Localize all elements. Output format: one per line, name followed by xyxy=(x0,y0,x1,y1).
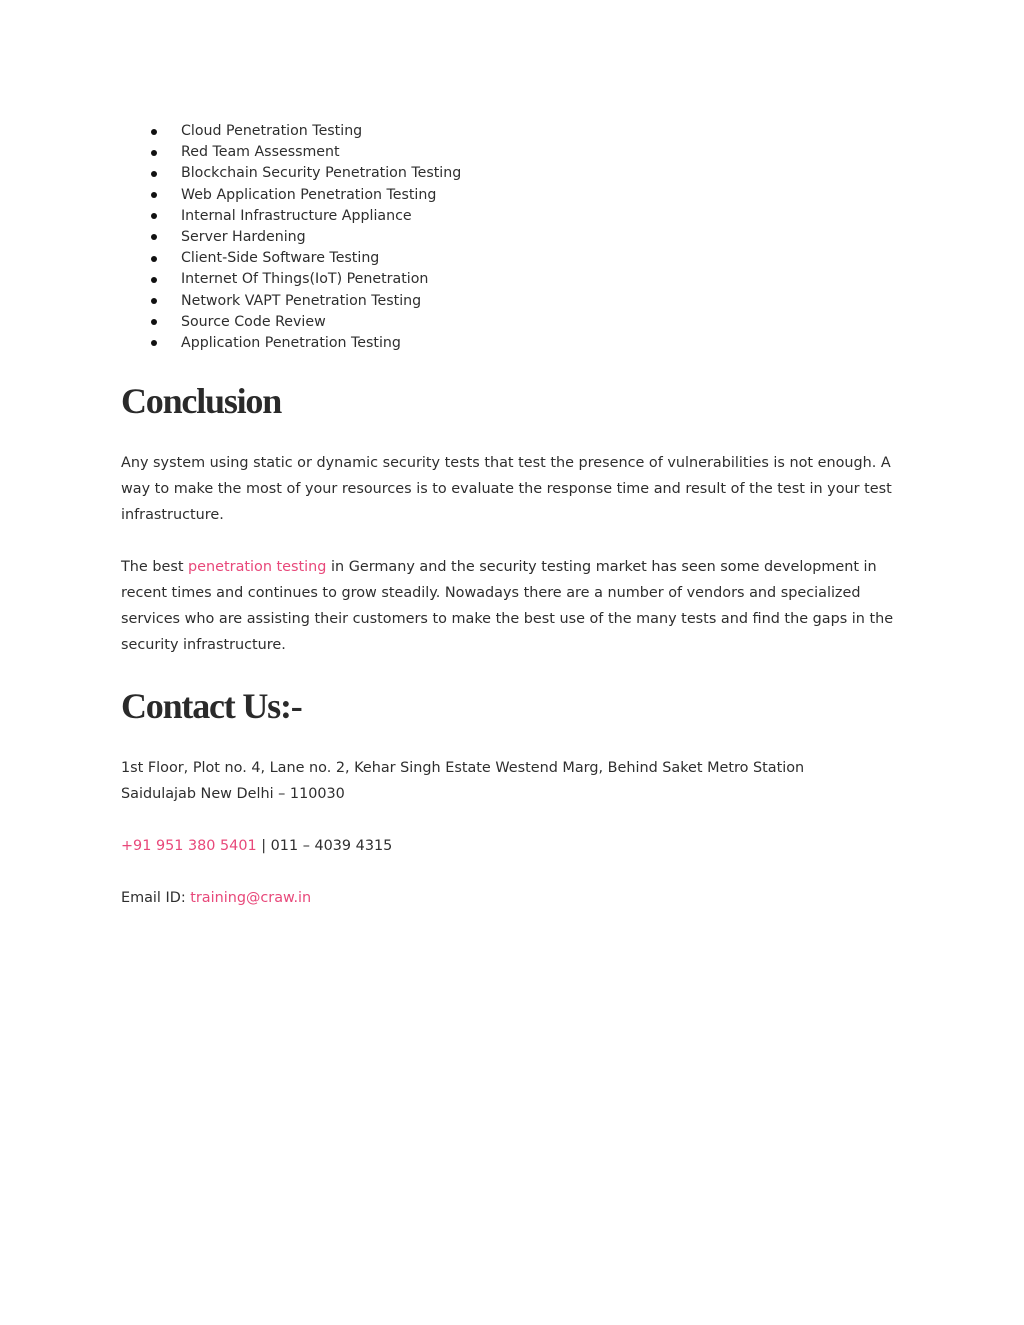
list-item-label: Red Team Assessment xyxy=(181,144,340,161)
contact-phones xyxy=(121,833,911,859)
list-item-label: Blockchain Security Penetration Testing xyxy=(181,165,462,182)
list-item xyxy=(121,312,461,333)
list-item xyxy=(121,248,461,269)
list-item-label: Source Code Review xyxy=(181,313,326,330)
paragraph-text: in Germany and the security testing market has seen some development in recent times and continues to grow steadily. Nowadays there are a number of vendors and specialized services who are assisting their customers to make the best use of the many tests and find the gaps in the security infrastructure. xyxy=(121,559,894,653)
penetration-testing-link[interactable]: penetration testing xyxy=(188,559,327,575)
list-item xyxy=(121,333,461,354)
list-item xyxy=(121,185,461,206)
email-label: Email ID: xyxy=(121,890,191,906)
bullet-icon xyxy=(151,277,157,283)
address-line-2: Saidulajab New Delhi – 110030 xyxy=(121,786,345,802)
list-item xyxy=(121,269,461,290)
bullet-icon xyxy=(151,129,157,135)
contact-address xyxy=(121,755,911,807)
bullet-icon xyxy=(151,213,157,219)
contact-email xyxy=(121,885,911,911)
conclusion-paragraph-2 xyxy=(121,554,911,658)
bullet-icon xyxy=(151,171,157,177)
services-list xyxy=(121,121,461,354)
bullet-icon xyxy=(151,150,157,156)
bullet-icon xyxy=(151,192,157,198)
address-line-1: 1st Floor, Plot no. 4, Lane no. 2, Kehar Singh Estate Westend Marg, Behind Saket Metro Station xyxy=(121,760,805,776)
list-item-label: Application Penetration Testing xyxy=(181,334,401,351)
landline-phone: 011 – 4039 4315 xyxy=(270,838,393,854)
list-item-label: Server Hardening xyxy=(181,228,306,245)
list-item-label: Client-Side Software Testing xyxy=(181,250,380,267)
paragraph-text: The best xyxy=(121,559,189,575)
bullet-icon xyxy=(151,298,157,304)
bullet-icon xyxy=(151,340,157,346)
bullet-icon xyxy=(151,319,157,325)
bullet-icon xyxy=(151,234,157,240)
contact-heading: Contact Us:- xyxy=(121,686,302,726)
mobile-phone-link[interactable]: +91 951 380 5401 xyxy=(121,838,257,854)
list-item-label: Cloud Penetration Testing xyxy=(181,123,363,139)
phone-separator: | xyxy=(256,838,271,854)
conclusion-heading: Conclusion xyxy=(121,381,282,421)
list-item-label: Internet Of Things(IoT) Penetration xyxy=(181,271,429,288)
list-item xyxy=(121,163,461,184)
list-item-label: Web Application Penetration Testing xyxy=(181,186,437,203)
list-item xyxy=(121,227,461,248)
bullet-icon xyxy=(151,256,157,262)
list-item xyxy=(121,206,461,227)
list-item xyxy=(121,142,461,163)
list-item-label: Internal Infrastructure Appliance xyxy=(181,207,412,224)
list-item-label: Network VAPT Penetration Testing xyxy=(181,292,422,309)
list-item xyxy=(121,291,461,312)
conclusion-paragraph-1: Any system using static or dynamic security tests that test the presence of vulnerabilities is not enough. A way to make the most of your resources is to evaluate the response time and result of the test in your test infrastructure. xyxy=(121,455,892,523)
list-item xyxy=(121,121,461,142)
email-link[interactable]: training@craw.in xyxy=(190,890,312,906)
